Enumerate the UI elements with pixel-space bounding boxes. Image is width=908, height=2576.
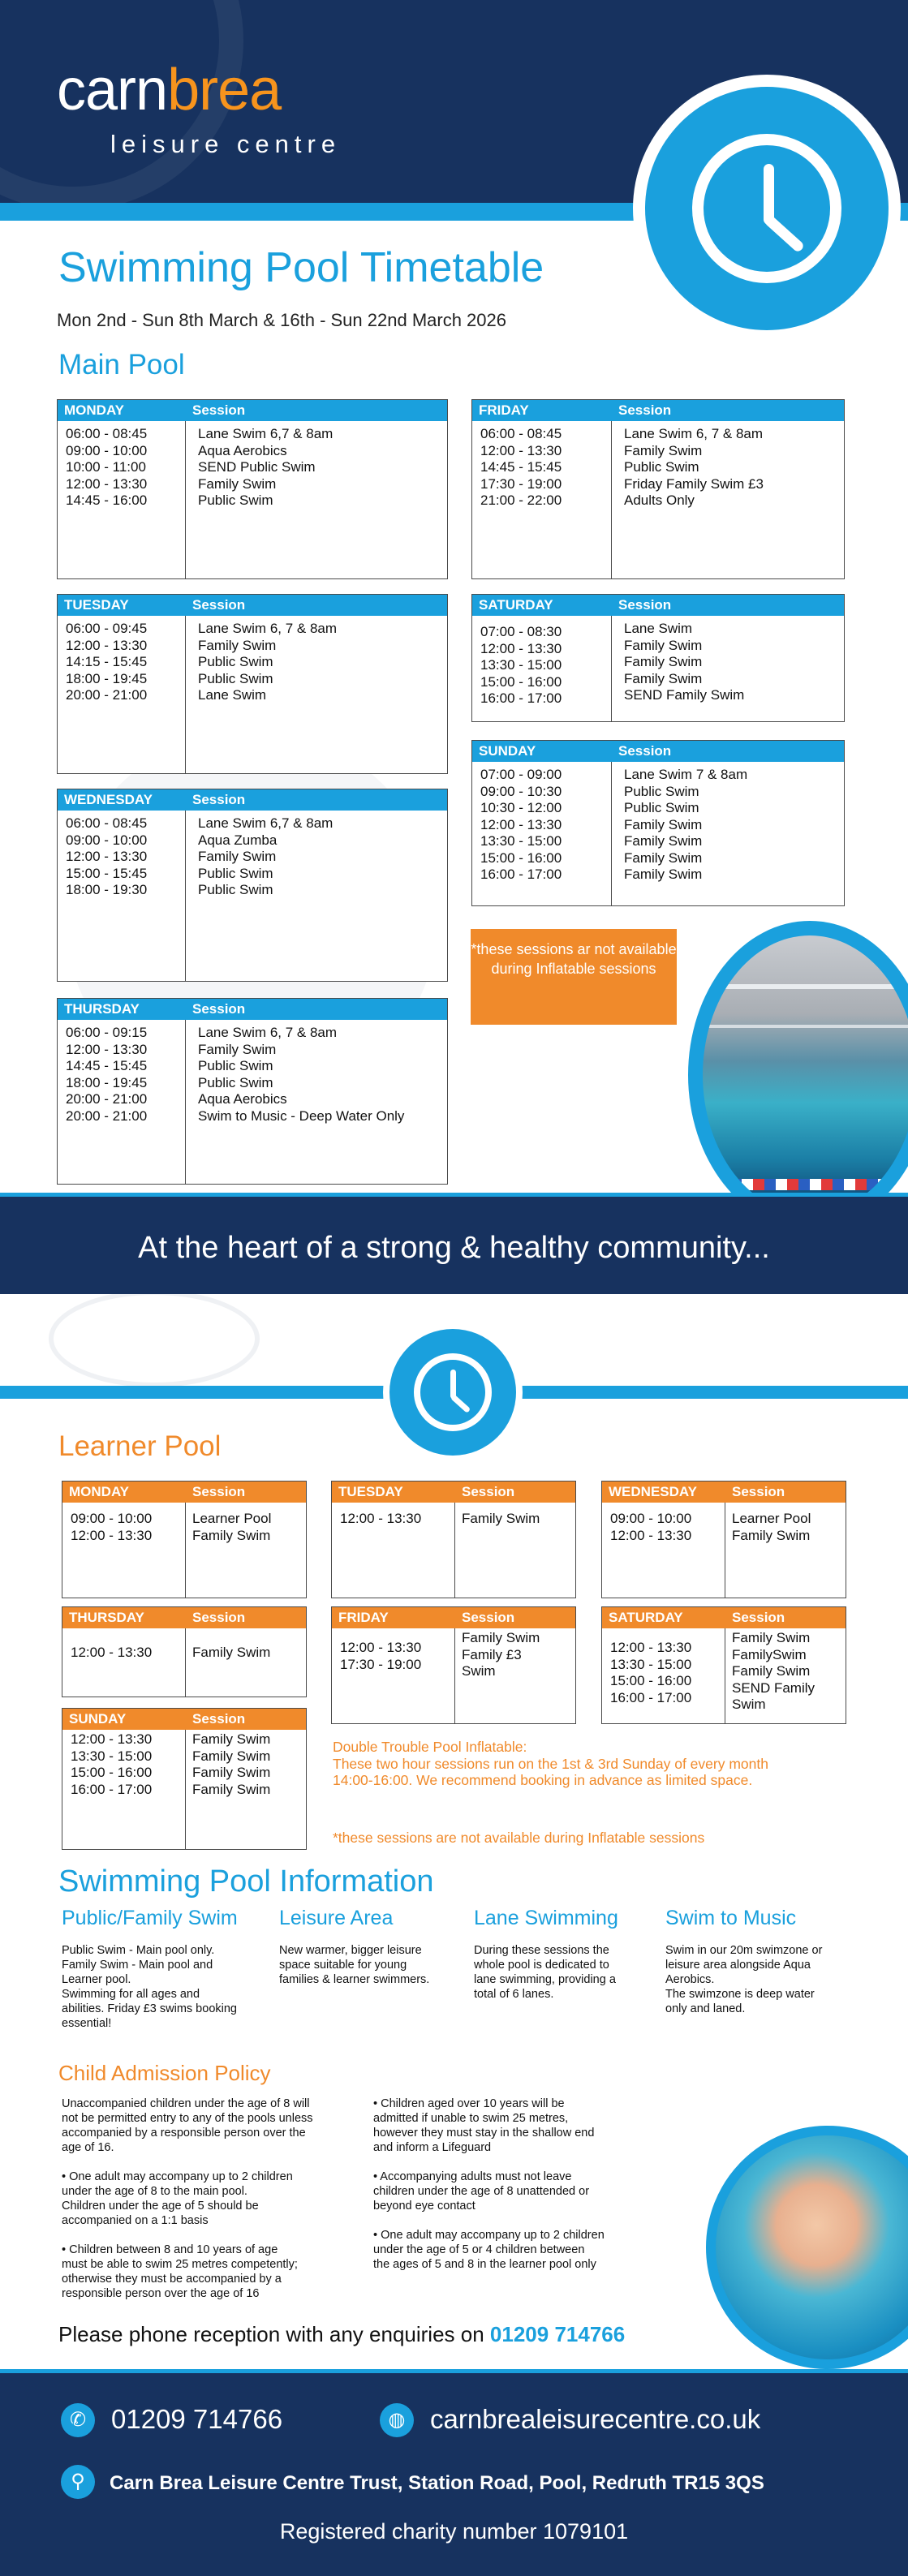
list-line: Lane Swim (624, 621, 693, 636)
list-line: Public Swim (624, 800, 699, 815)
list-line: Family Swim (192, 1765, 271, 1780)
sessions-col (186, 421, 333, 578)
list-line: 21:00 - 22:00 (480, 492, 562, 508)
list-line: 12:00 - 13:30 (610, 1640, 692, 1655)
session-header: Session (192, 1001, 246, 1017)
sessions-col (612, 762, 747, 905)
day-header: SATURDAY (479, 597, 553, 613)
info-text (62, 1943, 256, 2031)
pool-photo (688, 921, 908, 1229)
list-line: Family Swim (462, 1511, 540, 1526)
info-col-lane (474, 1907, 652, 2002)
list-line: Lane Swim 6,7 & 8am (198, 426, 334, 441)
main-table-saturday (471, 594, 845, 722)
day-header: FRIDAY (338, 1610, 389, 1625)
list-line: Public Swim (198, 654, 273, 669)
list-line: Family Swim (624, 833, 703, 849)
admission-para (62, 2243, 362, 2301)
list-line: 14:45 - 16:00 (66, 492, 148, 508)
learner-table-tuesday (331, 1481, 576, 1598)
list-line: leisure area alongside Aqua (665, 1959, 811, 1972)
info-text (474, 1943, 652, 2002)
list-line: admitted if unable to swim 25 metres, (373, 2112, 569, 2125)
list-line: 10:30 - 12:00 (480, 800, 562, 815)
session-header: Session (462, 1484, 515, 1499)
list-line: 12:00 - 13:30 (340, 1640, 422, 1655)
list-line: under the age of 5 or 4 children between (373, 2243, 585, 2256)
list-line: Family Swim (192, 1527, 271, 1543)
list-line: 20:00 - 21:00 (66, 1091, 148, 1107)
list-line: Family Swim (198, 849, 277, 864)
map-pin-icon: ⚲ (61, 2465, 95, 2499)
list-line: Lane Swim (198, 687, 267, 703)
list-line: • One adult may accompany up to 2 children (373, 2229, 605, 2242)
day-header: MONDAY (69, 1484, 129, 1499)
list-line: 12:00 - 13:30 (71, 1527, 153, 1543)
footer-phone[interactable]: 01209 714766 (111, 2404, 283, 2434)
session-header: Session (192, 1711, 246, 1727)
list-line: 09:00 - 10:00 (66, 442, 148, 458)
list-line: only and laned. (665, 2002, 746, 2015)
list-line: Public Swim (198, 1074, 273, 1090)
list-line: 15:00 - 16:00 (71, 1765, 153, 1780)
list-line: 16:00 - 17:00 (71, 1781, 153, 1797)
session-header: Session (192, 1484, 246, 1499)
list-line: Family Swim (732, 1527, 811, 1543)
admission-para (373, 2170, 682, 2213)
times-col (332, 1503, 455, 1598)
list-line: Family Swim (732, 1630, 811, 1645)
list-line: During these sessions the (474, 1944, 609, 1957)
list-line: 18:00 - 19:45 (66, 670, 148, 686)
list-line: • One adult may accompany up to 2 children (62, 2170, 293, 2183)
list-line: 15:00 - 16:00 (480, 673, 562, 690)
times-col (472, 762, 612, 905)
list-line: 12:00 - 13:30 (480, 816, 562, 832)
list-line: New warmer, bigger leisure (279, 1944, 422, 1957)
day-header: SUNDAY (69, 1711, 127, 1727)
learner-table-saturday (601, 1606, 846, 1724)
list-line: lane swimming, providing a (474, 1973, 616, 1986)
session-header: Session (618, 743, 672, 759)
list-line: Adults Only (624, 492, 695, 508)
list-line: 12:00 - 13:30 (66, 849, 148, 864)
list-line: 06:00 - 08:45 (66, 815, 148, 831)
list-line: Family Swim (624, 849, 703, 866)
list-line: accompanied on a 1:1 basis (62, 2214, 209, 2227)
list-line: 16:00 - 17:00 (610, 1689, 692, 1705)
list-line: Unaccompanied children under the age of 8 will (62, 2097, 310, 2110)
learner-table-friday (331, 1606, 576, 1724)
list-line: Swim (462, 1663, 496, 1679)
double-trouble-line: 14:00-16:00. We recommend booking in advance as limited space. (333, 1772, 753, 1788)
list-line: Aerobics. (665, 1973, 715, 1986)
list-line: essential! (62, 2017, 112, 2030)
admission-para (62, 2170, 362, 2228)
session-header: Session (618, 402, 672, 418)
info-col-music (665, 1907, 860, 2016)
list-line: The swimzone is deep water (665, 1988, 815, 2001)
list-line: Family Swim (192, 1645, 271, 1660)
info-text (279, 1943, 458, 1987)
sessions-col (186, 616, 337, 773)
list-line: Public Swim (198, 865, 273, 881)
list-line: 09:00 - 10:00 (71, 1511, 153, 1526)
list-line: Aqua Aerobics (198, 1091, 287, 1107)
list-line: 09:00 - 10:00 (610, 1511, 692, 1526)
footer-address: Carn Brea Leisure Centre Trust, Station Road, Pool, Redruth TR15 3QS (110, 2472, 764, 2494)
list-line: 14:45 - 15:45 (66, 1058, 148, 1073)
list-line: Family Swim (624, 637, 703, 653)
main-table-thursday (57, 998, 448, 1185)
main-table-monday (57, 399, 448, 579)
sessions-col (612, 421, 764, 578)
double-trouble-line: These two hour sessions run on the 1st & 3rd Sunday of every month (333, 1755, 768, 1772)
list-line: 17:30 - 19:00 (340, 1656, 422, 1672)
list-line: Public Swim (624, 783, 699, 799)
list-line: Family Swim (198, 637, 277, 653)
list-line: not be permitted entry to any of the pools unless (62, 2112, 313, 2125)
list-line: Public Swim (198, 492, 273, 508)
double-trouble-notice (333, 1739, 860, 1789)
list-line: 09:00 - 10:30 (480, 783, 562, 799)
list-line: 20:00 - 21:00 (66, 687, 148, 703)
list-line: total of 6 lanes. (474, 1988, 554, 2001)
day-header: SATURDAY (609, 1610, 683, 1625)
list-line: 15:00 - 16:00 (610, 1673, 692, 1688)
logo-subtitle: leisure centre (110, 130, 342, 158)
list-line: and inform a Lifeguard (373, 2141, 492, 2154)
day-header: TUESDAY (64, 597, 129, 613)
list-line: Lane Swim 6, 7 & 8am (624, 426, 764, 441)
list-line: Learner Pool (192, 1511, 272, 1526)
list-line: 15:00 - 16:00 (480, 849, 562, 866)
day-header: THURSDAY (69, 1610, 144, 1625)
list-line: 07:00 - 09:00 (480, 767, 562, 782)
learner-table-thursday (62, 1606, 307, 1697)
list-line: 16:00 - 17:00 (480, 690, 562, 706)
list-line: accompanied by a responsible person over the (62, 2127, 306, 2139)
list-line: 12:00 - 13:30 (480, 640, 562, 656)
list-line: 12:00 - 13:30 (480, 442, 562, 458)
info-col-leisure (279, 1907, 458, 1987)
list-line: 12:00 - 13:30 (71, 1645, 153, 1660)
times-col (602, 1503, 725, 1598)
list-line: Family Swim (624, 867, 703, 882)
list-line: the ages of 5 and 8 in the learner pool only (373, 2258, 596, 2271)
list-line: Family Swim (732, 1663, 811, 1679)
list-line: abilities. Friday £3 swims booking (62, 2002, 237, 2015)
list-line: Swim to Music - Deep Water Only (198, 1107, 405, 1124)
info-title: Swimming Pool Information (58, 1864, 434, 1899)
list-line: 16:00 - 17:00 (480, 867, 562, 882)
list-line: Children under the age of 5 should be (62, 2200, 259, 2213)
list-line: Lane Swim 7 & 8am (624, 767, 748, 782)
list-line: Lane Swim 6, 7 & 8am (198, 621, 338, 636)
info-heading: Swim to Music (665, 1907, 797, 1929)
list-line: Family £3 (462, 1646, 522, 1662)
list-line: must be able to swim 25 metres competently; (62, 2258, 298, 2271)
list-line: Lane Swim 6,7 & 8am (198, 815, 334, 831)
sessions-col (725, 1628, 815, 1723)
day-header: THURSDAY (64, 1001, 140, 1017)
times-col (58, 616, 186, 773)
times-col (58, 811, 186, 981)
list-line: SEND Family Swim (624, 687, 745, 703)
list-line: Swim (732, 1697, 766, 1712)
list-line: 12:00 - 13:30 (66, 1041, 148, 1057)
list-line: Friday Family Swim £3 (624, 475, 764, 492)
list-line: 06:00 - 09:45 (66, 621, 148, 636)
admission-title: Child Admission Policy (58, 2061, 271, 2085)
session-header: Session (192, 1610, 246, 1625)
list-line: 18:00 - 19:45 (66, 1074, 148, 1090)
sessions-col (186, 811, 333, 981)
list-line: Aqua Aerobics (198, 442, 287, 458)
times-col (62, 1628, 186, 1697)
sessions-col (186, 1730, 270, 1849)
swimmer-photo (706, 2126, 908, 2369)
learner-table-sunday (62, 1708, 307, 1850)
list-line: Swim in our 20m swimzone or (665, 1944, 823, 1957)
session-header: Session (462, 1610, 515, 1625)
list-line: 13:30 - 15:00 (480, 657, 562, 673)
page-title: Swimming Pool Timetable (58, 244, 544, 291)
list-line: Family Swim (624, 816, 703, 832)
globe-icon: ◍ (380, 2403, 414, 2437)
list-line: Public Swim (198, 670, 273, 686)
admission-para (373, 2096, 682, 2155)
list-line: 18:00 - 19:30 (66, 882, 148, 897)
date-range: Mon 2nd - Sun 8th March & 16th - Sun 22nd March 2026 (57, 310, 506, 330)
list-line: Swimming for all ages and (62, 1988, 200, 2001)
list-line: Lane Swim 6, 7 & 8am (198, 1025, 338, 1040)
clock-icon (389, 1329, 516, 1456)
list-line: FamilySwim (732, 1646, 807, 1662)
info-heading: Leisure Area (279, 1907, 394, 1929)
list-line: SEND Family (732, 1679, 815, 1696)
sessions-col (612, 616, 744, 721)
times-col (332, 1628, 455, 1723)
list-line: 12:00 - 13:30 (610, 1527, 692, 1543)
sessions-col (186, 1020, 404, 1184)
list-line: beyond eye contact (373, 2200, 476, 2213)
info-col-public (62, 1907, 256, 2031)
session-header: Session (732, 1484, 785, 1499)
list-line: 13:30 - 15:00 (480, 833, 562, 849)
sessions-col (186, 1503, 271, 1598)
sessions-col (725, 1503, 811, 1598)
sessions-col (186, 1628, 270, 1697)
session-header: Session (192, 597, 246, 613)
list-line: Family Swim (624, 442, 703, 458)
list-line: Public Swim (198, 882, 273, 897)
list-line: space suitable for young (279, 1959, 407, 1972)
phone-link[interactable]: 01209 714766 (489, 2322, 626, 2346)
double-trouble-title: Double Trouble Pool Inflatable: (333, 1739, 527, 1755)
main-table-friday (471, 399, 845, 579)
admission-right (373, 2096, 682, 2272)
times-col (472, 421, 612, 578)
session-header: Session (192, 792, 246, 807)
list-line: 06:00 - 08:45 (66, 426, 148, 441)
learner-table-wednesday (601, 1481, 846, 1598)
list-line: 12:00 - 13:30 (66, 637, 148, 653)
list-line: 13:30 - 15:00 (610, 1656, 692, 1672)
list-line: Family Swim (462, 1630, 540, 1645)
list-line: Public Swim - Main pool only. (62, 1944, 215, 1957)
list-line: Public Swim (624, 459, 699, 475)
main-pool-title: Main Pool (58, 349, 185, 381)
day-header: TUESDAY (338, 1484, 403, 1499)
session-header: Session (618, 597, 672, 613)
list-line: 12:00 - 13:30 (340, 1511, 422, 1526)
list-line: 17:30 - 19:00 (480, 475, 562, 492)
logo: carnbrea (57, 58, 282, 123)
learner-pool-title: Learner Pool (58, 1430, 222, 1462)
decorative-swirl (49, 1290, 260, 1387)
list-line: 12:00 - 13:30 (71, 1731, 153, 1747)
times-col (58, 1020, 186, 1184)
phone-icon: ✆ (61, 2403, 95, 2437)
times-col (62, 1730, 186, 1849)
list-line: Family Swim (192, 1731, 271, 1747)
list-line: 10:00 - 11:00 (66, 459, 146, 475)
list-line: 12:00 - 13:30 (66, 475, 148, 492)
list-line: Family Swim (624, 670, 703, 686)
times-col (58, 421, 186, 578)
list-line: whole pool is dedicated to (474, 1959, 609, 1972)
main-table-sunday (471, 740, 845, 906)
list-line: otherwise they must be accompanied by a (62, 2273, 282, 2286)
list-line: 15:00 - 15:45 (66, 865, 148, 881)
list-line: 13:30 - 15:00 (71, 1748, 153, 1764)
phone-prompt: Please phone reception with any enquiries on 01209 714766 (58, 2322, 626, 2346)
list-line: Family Swim (198, 1041, 277, 1057)
list-line: 07:00 - 08:30 (480, 624, 562, 639)
list-line: under the age of 8 to the main pool. (62, 2185, 247, 2198)
list-line: • Accompanying adults must not leave (373, 2170, 572, 2183)
list-line: responsible person over the age of 16 (62, 2287, 260, 2300)
list-line: Learner pool. (62, 1973, 131, 1986)
day-header: WEDNESDAY (609, 1484, 697, 1499)
admission-para (62, 2096, 362, 2155)
admission-left (62, 2096, 362, 2301)
list-line: Learner Pool (732, 1511, 811, 1526)
list-line: Family Swim (192, 1748, 271, 1764)
info-text (665, 1943, 860, 2016)
main-table-tuesday (57, 594, 448, 774)
admission-para (373, 2228, 682, 2272)
list-line: families & learner swimmers. (279, 1973, 430, 1986)
times-col (602, 1628, 725, 1723)
session-header: Session (732, 1610, 785, 1625)
day-header: MONDAY (64, 402, 124, 418)
list-line: 14:45 - 15:45 (480, 459, 562, 475)
list-line: 20:00 - 21:00 (66, 1107, 148, 1124)
list-line: Family Swim (198, 475, 277, 492)
list-line: however they must stay in the shallow end (373, 2127, 595, 2139)
sessions-col (455, 1628, 540, 1723)
info-heading: Public/Family Swim (62, 1907, 238, 1929)
day-header: SUNDAY (479, 743, 536, 759)
list-line: 06:00 - 09:15 (66, 1025, 148, 1040)
session-header: Session (192, 402, 246, 418)
main-table-wednesday (57, 789, 448, 982)
inflatable-note: *these sessions ar not available during Inflatable sessions (471, 929, 677, 1025)
list-line: 06:00 - 08:45 (480, 426, 562, 441)
list-line: 14:15 - 15:45 (66, 654, 148, 669)
list-line: Aqua Zumba (198, 832, 278, 848)
day-header: WEDNESDAY (64, 792, 153, 807)
list-line: • Children aged over 10 years will be (373, 2097, 565, 2110)
inflatable-note: *these sessions are not available during Inflatable sessions (333, 1830, 705, 1846)
list-line: 09:00 - 10:00 (66, 832, 148, 848)
info-heading: Lane Swimming (474, 1907, 618, 1929)
times-col (62, 1503, 186, 1598)
charity-number: Registered charity number 1079101 (279, 2519, 629, 2544)
list-line: SEND Public Swim (198, 459, 316, 475)
list-line: • Children between 8 and 10 years of age (62, 2243, 278, 2256)
list-line: Family Swim (624, 654, 703, 669)
banner-text: At the heart of a strong & healthy community... (138, 1231, 770, 1265)
list-line: age of 16. (62, 2141, 114, 2154)
day-header: FRIDAY (479, 402, 529, 418)
learner-table-monday (62, 1481, 307, 1598)
footer-website[interactable]: carnbrealeisurecentre.co.uk (430, 2404, 761, 2434)
list-line: Family Swim (192, 1781, 271, 1797)
clock-icon (645, 87, 889, 330)
list-line: Family Swim - Main pool and (62, 1959, 213, 1972)
list-line: children under the age of 8 unattended or (373, 2185, 590, 2198)
times-col (472, 616, 612, 721)
sessions-col (455, 1503, 540, 1598)
list-line: Public Swim (198, 1058, 273, 1073)
